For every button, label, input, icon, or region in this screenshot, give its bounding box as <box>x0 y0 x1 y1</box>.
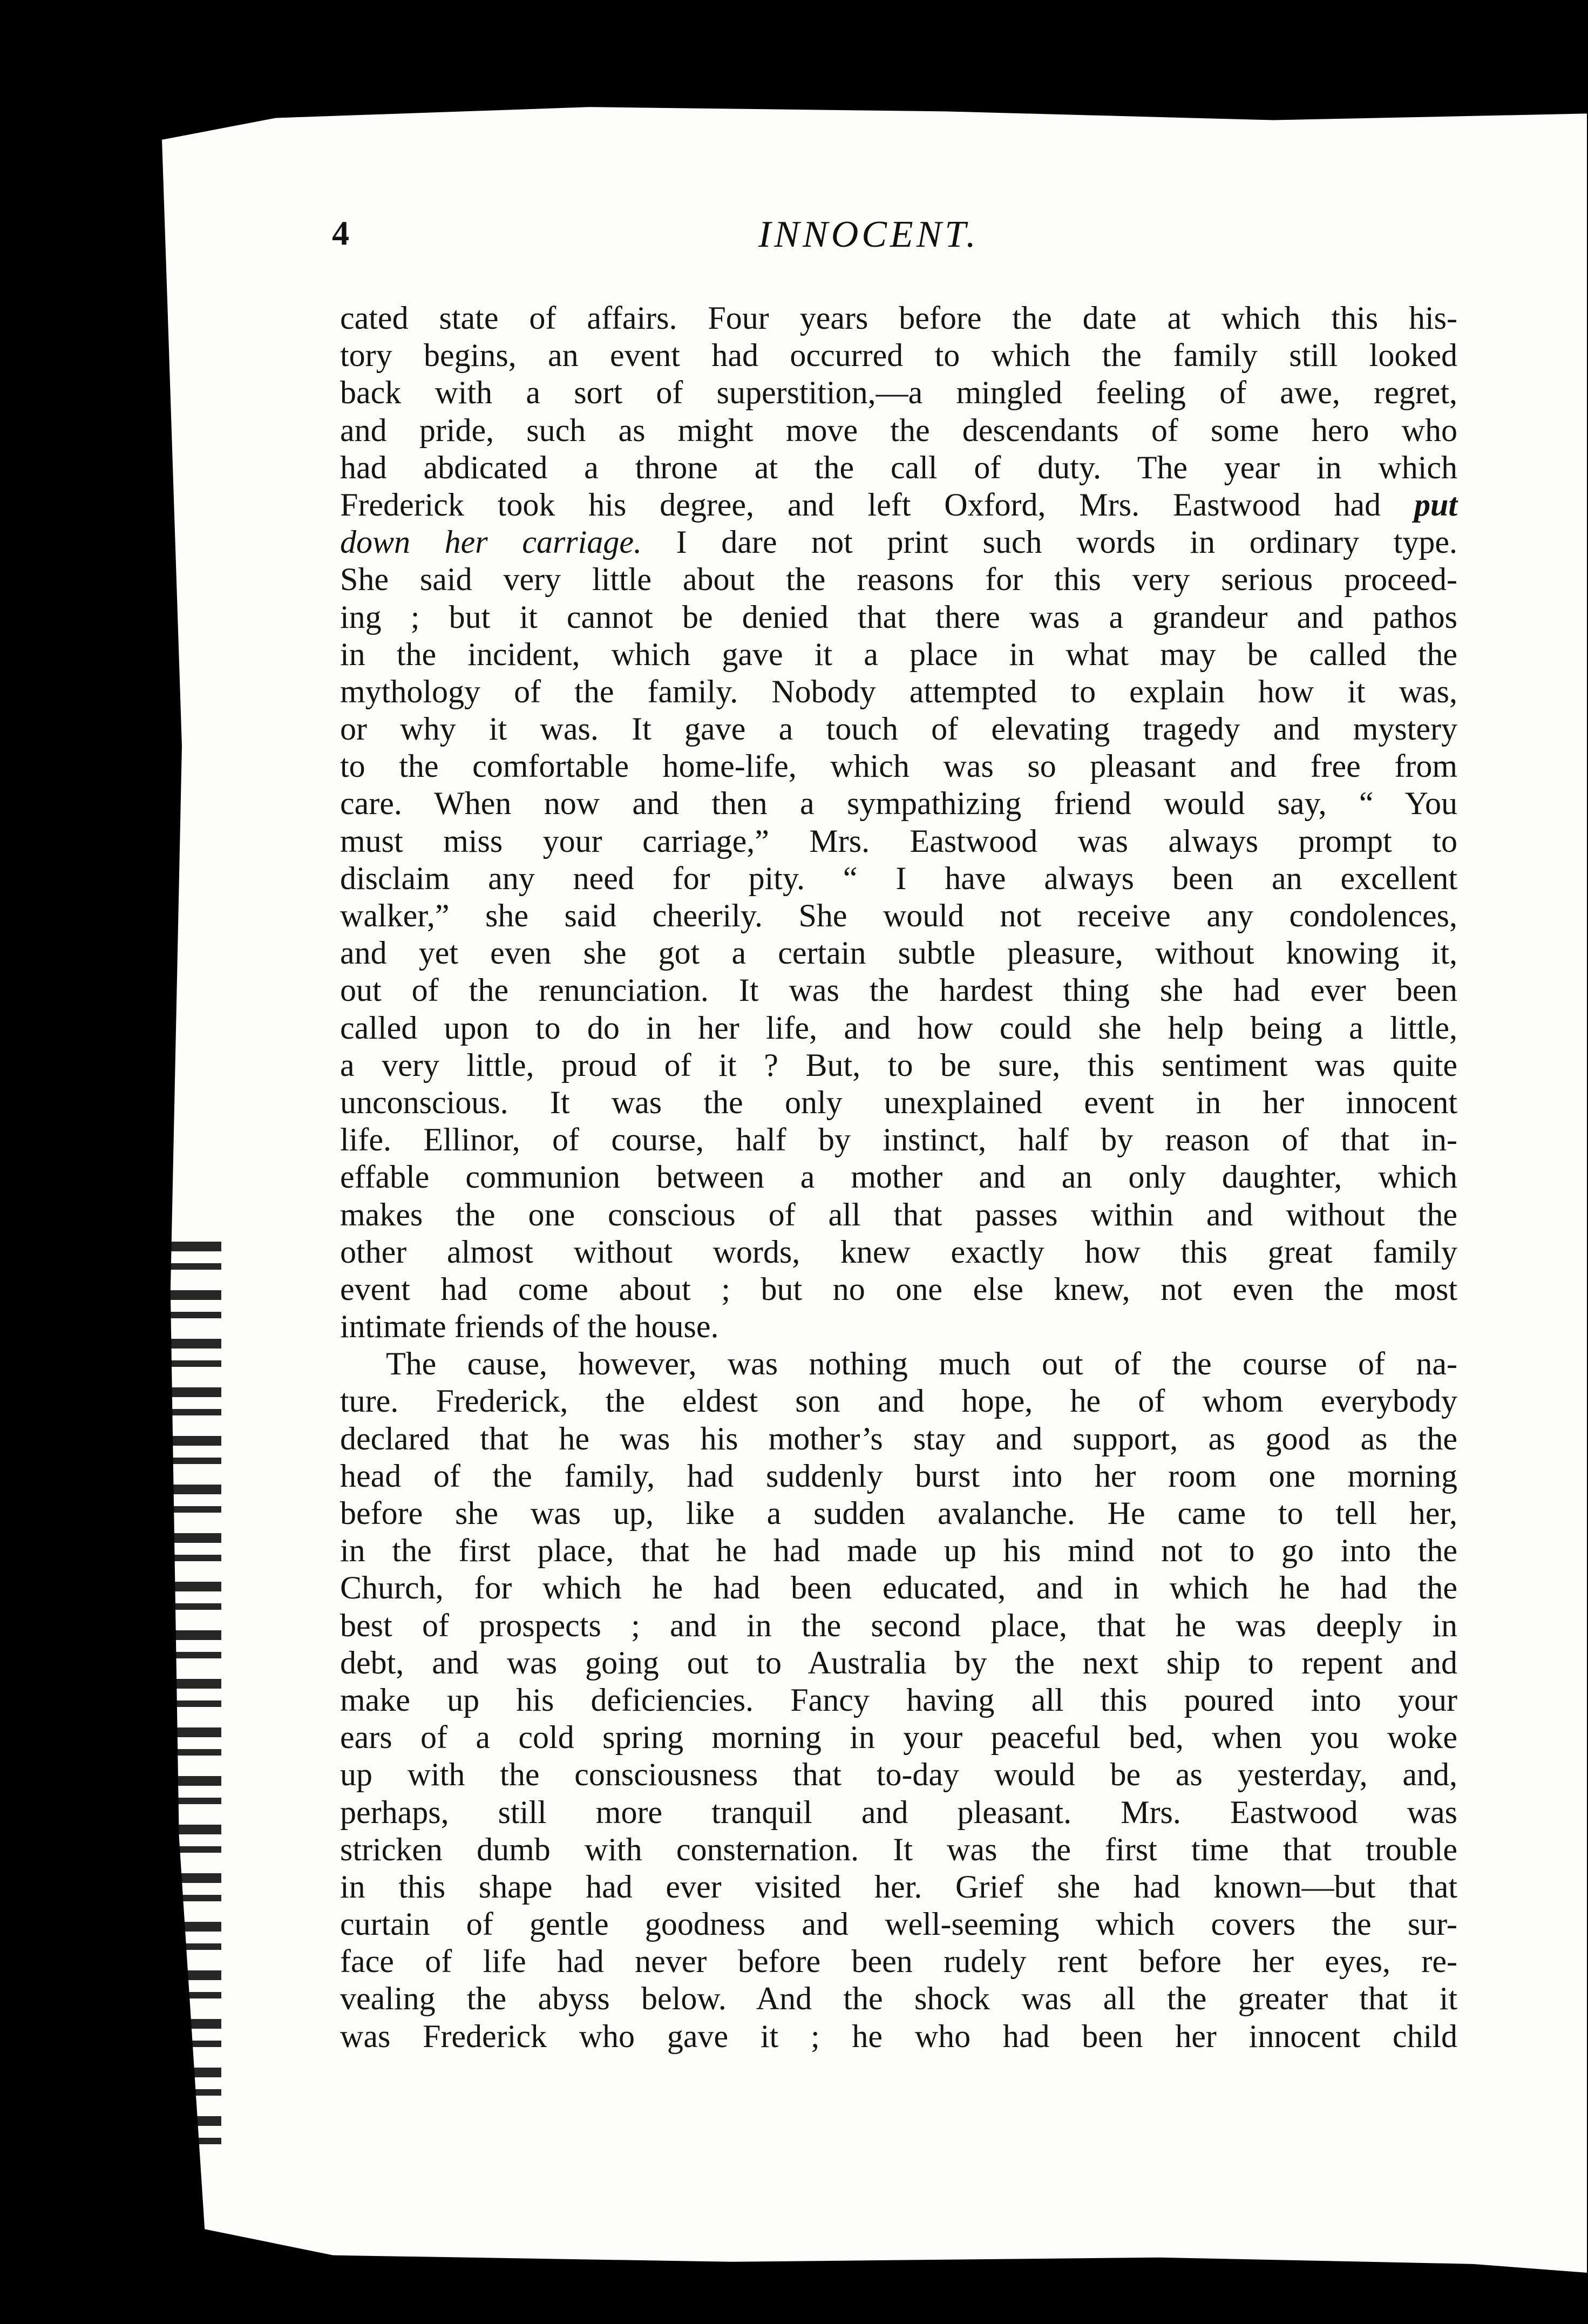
running-head <box>332 213 1352 273</box>
text-line: ture. Frederick, the eldest son and hope, he of whom everybody <box>340 1383 1457 1419</box>
body-text <box>340 300 1457 2055</box>
text-line: stricken dumb with consternation. It was the first time that trouble <box>340 1831 1457 1867</box>
text-line: cated state of affairs. Four years before the date at which this his- <box>340 300 1457 336</box>
text-line: mythology of the family. Nobody attempted to explain how it was, <box>340 673 1457 709</box>
text-line: and yet even she got a certain subtle pleasure, without knowing it, <box>340 935 1457 971</box>
text-line: The cause, however, was nothing much out of the course of na- <box>386 1346 1457 1382</box>
text-line: called upon to do in her life, and how could she help being a little, <box>340 1009 1457 1046</box>
text-line: Church, for which he had been educated, and in which he had the <box>340 1570 1457 1606</box>
text-line: effable communion between a mother and an only daughter, which <box>340 1159 1457 1195</box>
text-line: or why it was. It gave a touch of elevating tragedy and mystery <box>340 711 1457 747</box>
text-line: out of the renunciation. It was the hardest thing she had ever been <box>340 972 1457 1008</box>
text-line: must miss your carriage,” Mrs. Eastwood was always prompt to <box>340 823 1457 859</box>
paragraph-1 <box>340 300 1457 1345</box>
text-line: before she was up, like a sudden avalanche. He came to tell her, <box>340 1495 1457 1531</box>
text-line: face of life had never before been rudely rent before her eyes, re- <box>340 1943 1457 1980</box>
text-line: back with a sort of superstition,—a mingled feeling of awe, regret, <box>340 375 1457 411</box>
text-line: was Frederick who gave it ; he who had been her innocent child <box>340 2018 1457 2054</box>
text-line: vealing the abyss below. And the shock was all the greater that it <box>340 1981 1457 2017</box>
text-line: ing ; but it cannot be denied that there was a grandeur and pathos <box>340 599 1457 635</box>
text-line: tory begins, an event had occurred to which the family still looked <box>340 337 1457 374</box>
text-line: in this shape had ever visited her. Grief she had known—but that <box>340 1868 1457 1905</box>
text-line: best of prospects ; and in the second place, that he was deeply in <box>340 1607 1457 1643</box>
text-run: Frederick took his degree, and left Oxford, Mrs. Eastwood had <box>340 486 1414 523</box>
page-number: 4 <box>332 214 349 252</box>
text-line: ears of a cold spring morning in your peaceful bed, when you woke <box>340 1719 1457 1756</box>
text-line: makes the one conscious of all that passes within and without the <box>340 1196 1457 1232</box>
text-line: event had come about ; but no one else knew, not even the most <box>340 1271 1457 1307</box>
text-line: other almost without words, knew exactly how this great family <box>340 1234 1457 1270</box>
text-line: life. Ellinor, of course, half by instinct, half by reason of that in- <box>340 1122 1457 1158</box>
italic-text: down her carriage. <box>340 524 642 560</box>
text-line: in the incident, which gave it a place in what may be called the <box>340 636 1457 672</box>
text-line: walker,” she said cheerily. She would not receive any condolences, <box>340 898 1457 933</box>
text-line: She said very little about the reasons for this very serious proceed- <box>340 561 1457 598</box>
running-title: INNOCENT. <box>758 214 979 255</box>
text-line: had abdicated a throne at the call of duty. The year in which <box>340 449 1457 485</box>
text-line: to the comfortable home-life, which was so pleasant and free from <box>340 748 1457 784</box>
text-line: declared that he was his mother’s stay and support, as good as the <box>340 1420 1457 1456</box>
text-line: care. When now and then a sympathizing friend would say, “ You <box>340 785 1457 822</box>
text-line: curtain of gentle goodness and well-seeming which covers the sur- <box>340 1906 1457 1942</box>
text-line: head of the family, had suddenly burst into her room one morning <box>340 1458 1457 1494</box>
text-line: up with the consciousness that to-day would be as yesterday, and, <box>340 1757 1457 1793</box>
text-line <box>340 524 1457 561</box>
text-line: perhaps, still more tranquil and pleasant. Mrs. Eastwood was <box>340 1794 1457 1830</box>
text-line: in the first place, that he had made up his mind not to go into the <box>340 1533 1457 1569</box>
italic-text: put <box>1414 486 1457 523</box>
text-line <box>340 486 1457 524</box>
text-line: debt, and was going out to Australia by the next ship to repent and <box>340 1644 1457 1681</box>
text-line: intimate friends of the house. <box>340 1309 719 1345</box>
paragraph-2 <box>340 1345 1457 2055</box>
text-run: I dare not print such words in ordinary type. <box>641 524 1457 560</box>
text-line: unconscious. It was the only unexplained event in her innocent <box>340 1084 1457 1120</box>
text-line: disclaim any need for pity. “ I have always been an excellent <box>340 860 1457 896</box>
text-line: a very little, proud of it ? But, to be sure, this sentiment was quite <box>340 1047 1457 1083</box>
text-line: and pride, such as might move the descendants of some hero who <box>340 412 1457 448</box>
text-line: make up his deficiencies. Fancy having all this poured into your <box>340 1682 1457 1718</box>
page-edge-wear <box>146 1242 221 2159</box>
